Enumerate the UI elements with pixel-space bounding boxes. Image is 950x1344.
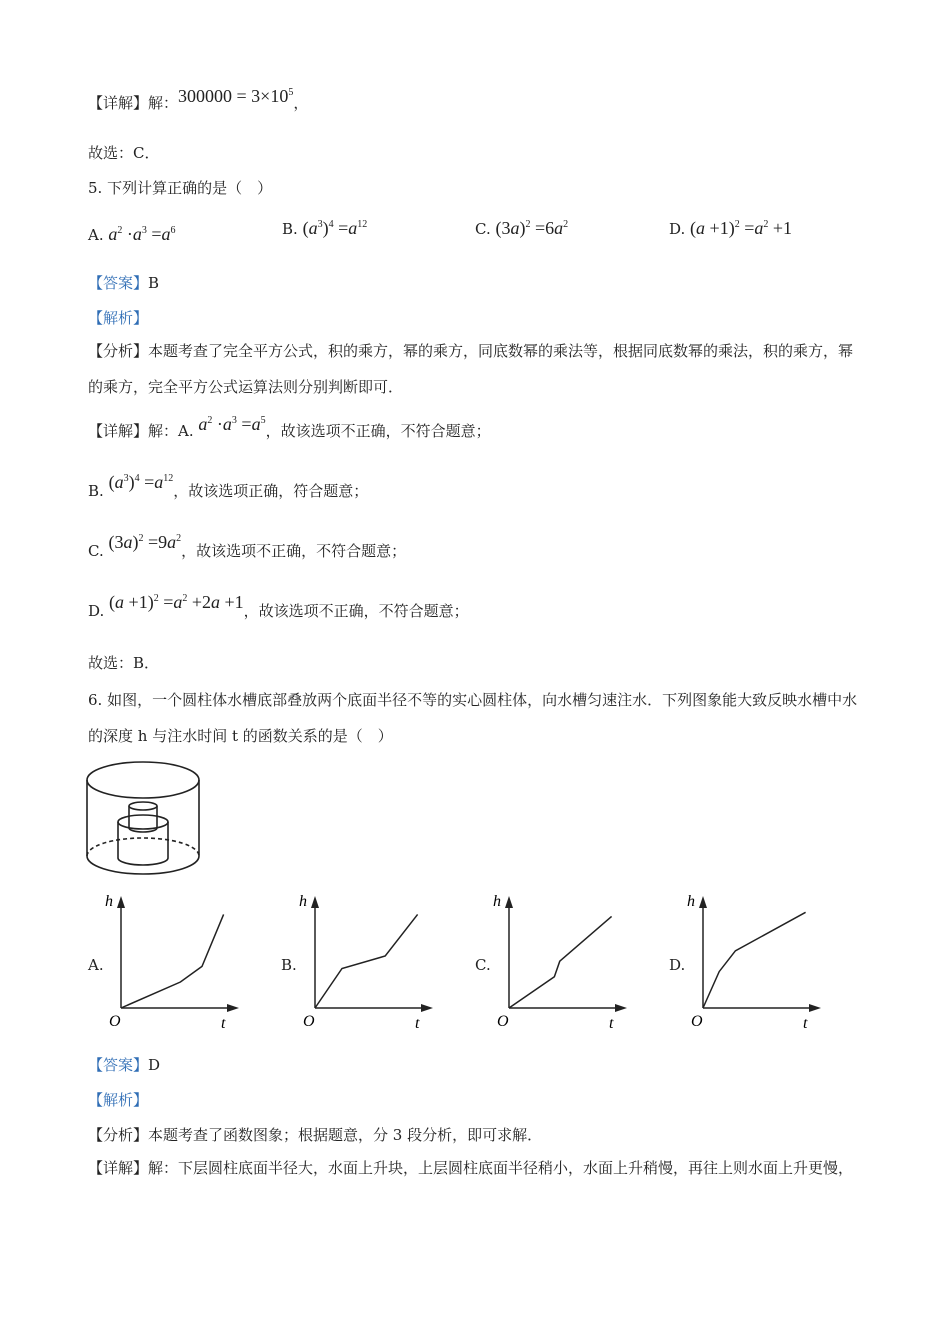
q6-graph-c (491, 892, 651, 1032)
prev-choice: 故选：C． (88, 144, 160, 162)
q5-option-c (475, 218, 568, 239)
q6-answer (88, 1054, 160, 1075)
graph-d-x-arrow (809, 1004, 821, 1012)
graph-b-curve (315, 914, 418, 1008)
graph-b-t-label: t (415, 1015, 420, 1032)
lower-cylinder-bottom (118, 858, 168, 865)
q5-analysis-text: 本题考查了完全平方公式，积的乘方，幂的乘方，同底数幂的乘法等，根据同底数幂的乘法，积的乘方，幂的乘方，完全平方公式运算法则分别判断即可． (88, 342, 854, 396)
upper-cylinder-top (129, 802, 157, 810)
graph-c-origin-label: O (497, 1013, 509, 1030)
q5-detail-c-letter: C. (88, 542, 104, 560)
q5-jiexi: 【解析】 (88, 309, 149, 327)
q5-detail-c (88, 532, 407, 561)
q6-graph-a (103, 892, 263, 1032)
prev-detail-math: $300000 = 3\times 10^5$ (178, 86, 294, 106)
q6-graph-d (685, 892, 845, 1032)
graph-b-y-arrow (311, 896, 319, 908)
prev-comma: ， (293, 94, 309, 112)
q5-detail-d-comment: ，故该选项不正确，不符合题意； (243, 602, 469, 620)
cylinder-tank-figure (84, 758, 204, 880)
q5-option-c-letter: C. (475, 220, 491, 238)
graph-a-t-label: t (221, 1015, 226, 1032)
q6-detail-text: 解：下层圆柱底面半径大，水面上升块，上层圆柱底面半径稍小，水面上升稍慢，再往上则水面上升更慢， (148, 1159, 854, 1177)
q5-option-d-letter: D. (669, 220, 686, 238)
q5-detail-b (88, 472, 369, 501)
q6-analysis (88, 1124, 542, 1145)
q5-detail-a (88, 414, 491, 441)
q5-detail-d (88, 592, 469, 621)
tank-bottom-back (87, 838, 199, 856)
graph-c-x-arrow (615, 1004, 627, 1012)
q5-option-c-expr: $(3a)^2 =6a^2$ (495, 218, 569, 238)
graph-a-x-arrow (227, 1004, 239, 1012)
graph-d-origin-label: O (691, 1013, 703, 1030)
graph-c-h-label: h (493, 893, 501, 910)
q5-detail-d-letter: D. (88, 602, 105, 620)
graph-d-h-label: h (687, 893, 695, 910)
q6-answer-value: D (148, 1056, 161, 1074)
q5-answer-label: 【答案】 (88, 274, 149, 292)
q5-detail-b-expr: $(a^3)^4 =a^{12}$ (108, 472, 174, 492)
graph-a-h-label: h (105, 893, 113, 910)
q5-detail-label: 【详解】解： (88, 422, 179, 440)
graph-b-x-arrow (421, 1004, 433, 1012)
q5-option-b (282, 218, 367, 239)
graph-a-origin-label: O (109, 1013, 121, 1030)
q5-option-b-letter: B. (282, 220, 298, 238)
q5-detail-c-expr: $(3a)^2 =9a^2$ (108, 532, 182, 552)
q6-stem: 6. 如图，一个圆柱体水槽底部叠放两个底面半径不等的实心圆柱体，向水槽匀速注水．下列图象能大致反映水槽中水的深度 h 与注水时间 t 的函数关系的是（ ） (88, 691, 858, 745)
q5-option-a-expr: $a^2 \cdot a^3 =a^6$ (108, 224, 176, 244)
q5-option-b-expr: $(a^3)^4 =a^{12}$ (302, 218, 368, 238)
q6-detail-label: 【详解】 (88, 1159, 149, 1177)
q6-analysis-label: 【分析】 (88, 1126, 149, 1144)
q6-answer-label: 【答案】 (88, 1056, 149, 1074)
prev-detail-line (88, 86, 309, 113)
q6-analysis-text: 本题考查了函数图象；根据题意，分 3 段分析，即可求解． (148, 1126, 543, 1144)
graph-b-h-label: h (299, 893, 307, 910)
graph-d-t-label: t (803, 1015, 808, 1032)
q5-answer-value: B (148, 274, 160, 292)
q5-detail-c-comment: ，故该选项不正确，不符合题意； (181, 542, 407, 560)
graph-c-t-label: t (609, 1015, 614, 1032)
q5-answer (88, 272, 159, 293)
q6-detail (88, 1150, 863, 1186)
lower-cylinder-top (118, 815, 168, 829)
q6-option-b-label: B. (281, 956, 297, 974)
q5-option-d-expr: $(a +1)^2 =a^2 +1$ (690, 218, 793, 238)
q6-jiexi: 【解析】 (88, 1091, 149, 1109)
q6-option-d-label: D. (669, 956, 686, 974)
q5-option-a-letter: A. (88, 226, 104, 244)
q5-option-d (669, 218, 792, 239)
q5-detail-b-letter: B. (88, 482, 104, 500)
graph-a-curve (121, 914, 224, 1008)
q5-option-a (88, 224, 176, 245)
q5-detail-a-expr: $a^2 \cdot a^3 =a^5$ (198, 414, 266, 434)
graph-c-curve (509, 916, 612, 1008)
q5-analysis (88, 333, 863, 405)
q5-detail-a-comment: ，故该选项不正确，不符合题意； (265, 422, 491, 440)
graph-d-y-arrow (699, 896, 707, 908)
q6-graph-b (297, 892, 457, 1032)
q5-stem: 5. 下列计算正确的是（ ） (88, 179, 273, 197)
tank-top-rim (87, 762, 199, 798)
q5-detail-a-letter: A. (178, 422, 194, 440)
q6-option-a-label: A. (88, 956, 104, 974)
graph-b-origin-label: O (303, 1013, 315, 1030)
graph-a-y-arrow (117, 896, 125, 908)
q5-choice: 故选：B． (88, 654, 160, 672)
q6-option-c-label: C. (475, 956, 491, 974)
graph-d-curve (703, 912, 806, 1008)
q5-detail-d-expr: $(a +1)^2 =a^2 +2a +1$ (109, 592, 244, 612)
q5-detail-b-comment: ，故该选项正确，符合题意； (173, 482, 369, 500)
q5-analysis-label: 【分析】 (88, 342, 149, 360)
graph-c-y-arrow (505, 896, 513, 908)
prev-detail-label: 【详解】解： (88, 94, 179, 112)
